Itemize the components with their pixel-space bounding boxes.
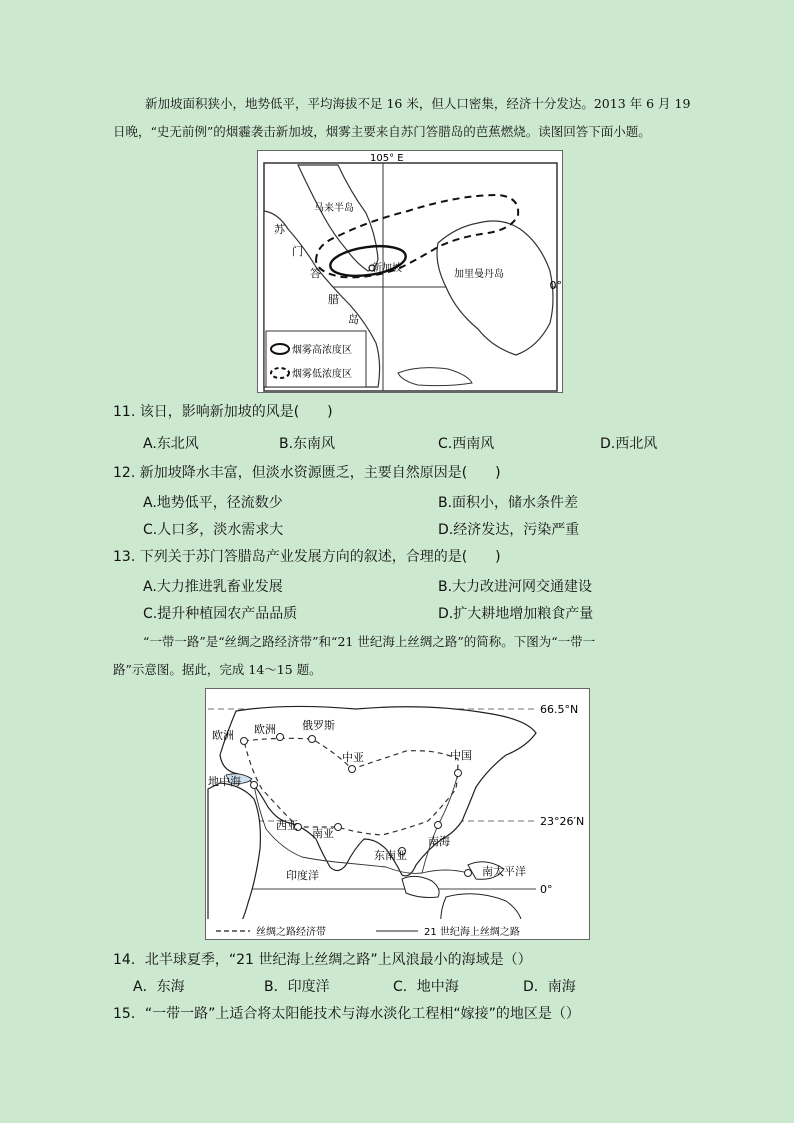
label-south-china-sea: 南海 xyxy=(428,835,450,848)
su-label: 苏 xyxy=(274,223,285,236)
q12-stem: 12. 新加坡降水丰富，但淡水资源匮乏，主要自然原因是( ) xyxy=(113,465,501,481)
q13-option-b[interactable]: B.大力改进河网交通建设 xyxy=(438,579,593,595)
node-europe-1 xyxy=(241,738,248,745)
q12-option-a[interactable]: A.地势低平，径流数少 xyxy=(143,495,283,511)
singapore-smog-map-svg xyxy=(258,151,563,393)
lat-label-0deg: 0° xyxy=(540,883,553,896)
passage-1 xyxy=(145,90,765,118)
node-europe-2 xyxy=(277,734,284,741)
q12-option-c[interactable]: C.人口多，淡水需求大 xyxy=(143,522,284,538)
node-south-pacific xyxy=(465,870,472,877)
legend-land-label: 丝绸之路经济带 xyxy=(256,927,326,938)
node-china xyxy=(455,770,462,777)
label-europe-1: 欧洲 xyxy=(212,729,234,742)
singapore-smog-map xyxy=(257,150,563,393)
passage-2-line-2: 路”示意图。据此，完成 14～15 题。 xyxy=(113,662,322,677)
passage-1-line-2: 日晚，“史无前例”的烟霾袭击新加坡，烟雾主要来自苏门答腊岛的芭蕉燃烧。读图回答下面小题。 xyxy=(113,124,651,139)
label-south-asia: 南亚 xyxy=(312,827,334,840)
q14-option-d[interactable]: D．南海 xyxy=(523,979,576,995)
q11-option-b[interactable]: B.东南风 xyxy=(279,436,336,452)
lat-label-23: 23°26′N xyxy=(540,815,585,828)
belt-road-map-svg xyxy=(206,689,590,940)
belt-road-map xyxy=(205,688,590,940)
legend-low-label: 烟雾低浓度区 xyxy=(292,369,352,380)
node-central-asia xyxy=(349,766,356,773)
node-south-china-sea xyxy=(435,822,442,829)
q12-option-b[interactable]: B.面积小，储水条件差 xyxy=(438,495,579,511)
node-russia xyxy=(309,736,316,743)
q11-option-d[interactable]: D.西北风 xyxy=(600,436,658,452)
lat-label-0: 0° xyxy=(549,279,562,292)
la-label: 腊 xyxy=(328,293,339,306)
q15-stem: 15．“一带一路”上适合将太阳能技术与海水淡化工程相“嫁接”的地区是（） xyxy=(113,1006,580,1022)
q14-option-c[interactable]: C．地中海 xyxy=(393,979,459,995)
q14-option-b[interactable]: B．印度洋 xyxy=(264,979,330,995)
q14-stem: 14．北半球夏季，“21 世纪海上丝绸之路”上风浪最小的海域是（） xyxy=(113,952,532,968)
label-russia: 俄罗斯 xyxy=(302,719,335,732)
label-south-pacific: 南太平洋 xyxy=(482,865,526,878)
africa-shape xyxy=(208,783,260,935)
label-indian-ocean: 印度洋 xyxy=(286,869,319,882)
q11-option-a[interactable]: A.东北风 xyxy=(143,436,199,452)
q13-option-a[interactable]: A.大力推进乳畜业发展 xyxy=(143,579,283,595)
passage-2-line-1: “一带一路”是“丝绸之路经济带”和“21 世纪海上丝绸之路”的简称。下图为“一带一 xyxy=(143,634,596,649)
passage-1b xyxy=(113,118,753,146)
q13-option-d[interactable]: D.扩大耕地增加粮食产量 xyxy=(438,606,594,622)
q13-option-c[interactable]: C.提升种植园农产品品质 xyxy=(143,606,298,622)
men-label: 门 xyxy=(292,245,303,258)
kalimantan-label: 加里曼丹岛 xyxy=(454,269,504,280)
q13-stem: 13. 下列关于苏门答腊岛产业发展方向的叙述，合理的是( ) xyxy=(113,549,501,565)
legend-high-label: 烟雾高浓度区 xyxy=(292,345,352,356)
label-central-asia: 中亚 xyxy=(342,751,364,764)
label-china: 中国 xyxy=(450,749,472,762)
label-west-asia: 西亚 xyxy=(276,819,298,832)
node-south-asia xyxy=(335,824,342,831)
q11-stem: 11. 该日，影响新加坡的风是( ) xyxy=(113,404,333,420)
label-mediterranean: 地中海 xyxy=(208,775,241,788)
legend-sea-label: 21 世纪海上丝绸之路 xyxy=(424,927,520,938)
label-europe-2: 欧洲 xyxy=(254,723,276,736)
singapore-label: 新加坡 xyxy=(372,263,402,274)
q11-option-c[interactable]: C.西南风 xyxy=(438,436,495,452)
da-label: 答 xyxy=(310,267,321,280)
indonesia-shape xyxy=(402,876,439,897)
malay-label: 马来半岛 xyxy=(314,203,354,214)
q14-option-a[interactable]: A．东海 xyxy=(133,979,185,995)
q12-option-d[interactable]: D.经济发达，污染严重 xyxy=(438,522,580,538)
node-mediterranean xyxy=(251,782,258,789)
dao-label: 岛 xyxy=(348,313,359,326)
lat-label-66: 66.5°N xyxy=(540,703,579,716)
label-southeast-asia: 东南亚 xyxy=(374,849,407,862)
lon-label: 105° E xyxy=(370,153,404,164)
passage-1-line-1: 新加坡面积狭小，地势低平，平均海拔不足 16 米，但人口密集，经济十分发达。2013 年 6 月 19 xyxy=(145,96,691,111)
